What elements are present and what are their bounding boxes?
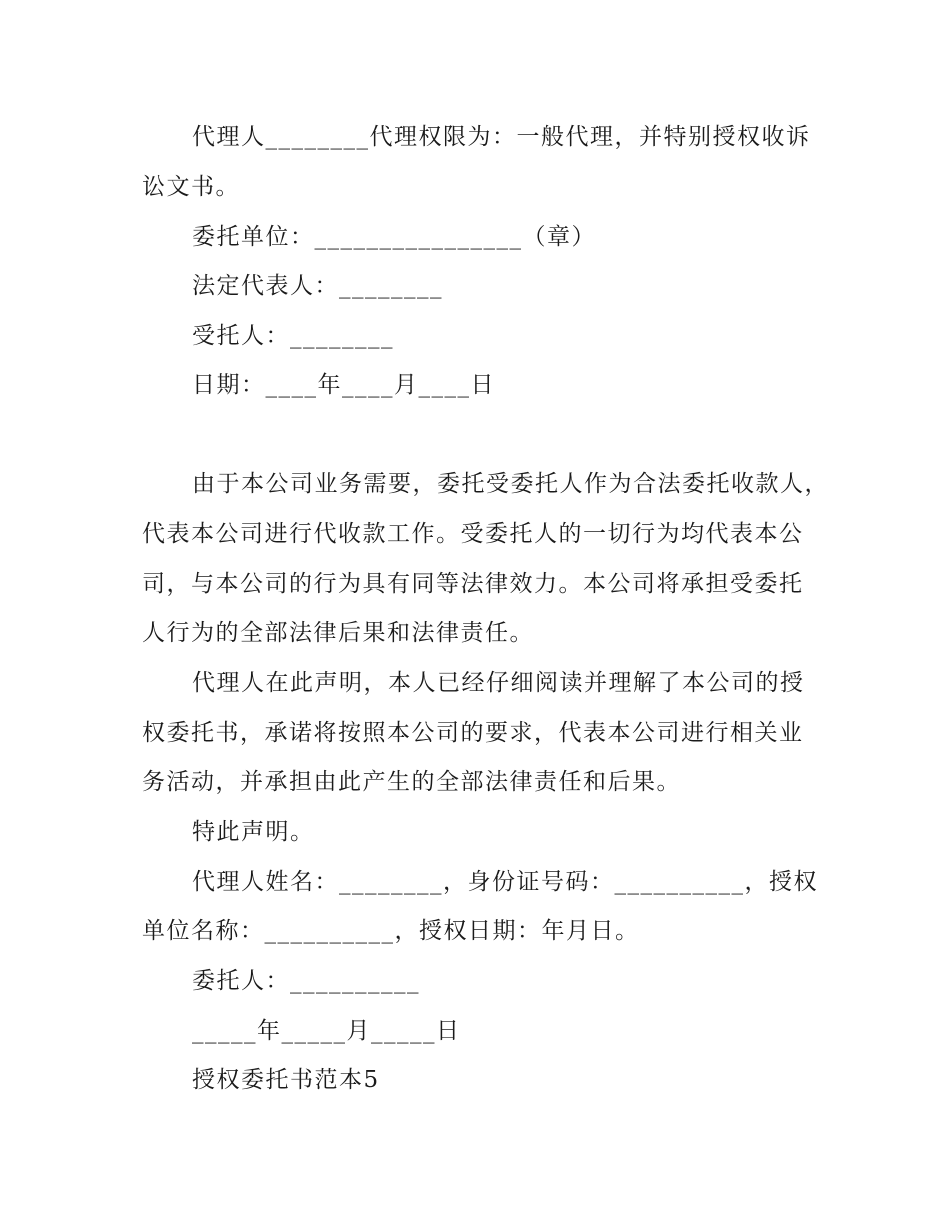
paragraph-line: 务活动，并承担由此产生的全部法律责任和后果。 <box>142 769 681 795</box>
paragraph-line: 由于本公司业务需要，委托受委托人作为合法委托收款人， <box>192 471 829 497</box>
trustee-line: 受托人：________ <box>192 323 394 349</box>
declaration-line: 特此声明。 <box>192 819 315 845</box>
legal-representative-line: 法定代表人：________ <box>192 273 443 299</box>
paragraph-line: 代理人在此声明，本人已经仔细阅读并理解了本公司的授 <box>192 670 805 696</box>
paragraph-line: 代理人________代理权限为：一般代理，并特别授权收诉 <box>192 124 811 150</box>
paragraph-line: 权委托书，承诺将按照本公司的要求，代表本公司进行相关业 <box>142 720 804 746</box>
entrusting-unit-line: 委托单位：________________（章） <box>192 224 596 250</box>
paragraph-line: 代表本公司进行代收款工作。受委托人的一切行为均代表本公 <box>142 521 804 547</box>
section-title: 授权委托书范本5 <box>192 1067 380 1093</box>
paragraph-line: 司，与本公司的行为具有同等法律效力。本公司将承担受委托 <box>142 571 804 597</box>
paragraph-line: 讼文书。 <box>142 174 240 200</box>
signature-date-line: _____年_____月_____日 <box>192 1018 461 1044</box>
date-line: 日期：____年____月____日 <box>192 372 495 398</box>
paragraph-line: 人行为的全部法律后果和法律责任。 <box>142 620 534 646</box>
agent-info-line: 单位名称：__________，授权日期：年月日。 <box>142 918 640 944</box>
principal-line: 委托人：__________ <box>192 968 420 994</box>
agent-info-line: 代理人姓名：________，身份证号码：__________，授权 <box>192 869 818 895</box>
